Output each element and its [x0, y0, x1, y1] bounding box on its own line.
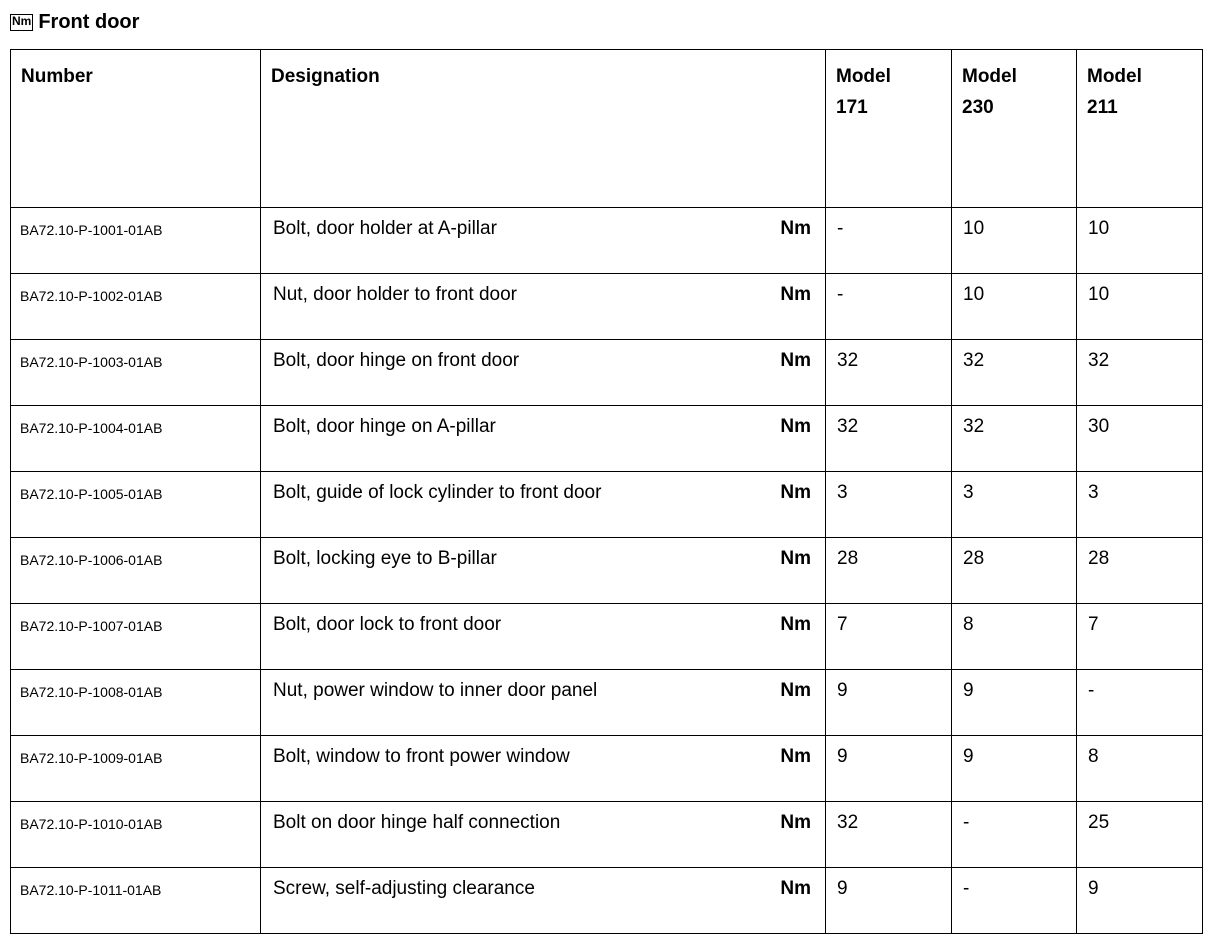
cell-model-230: -: [952, 868, 1077, 934]
cell-model-171: 32: [826, 406, 952, 472]
cell-designation: [261, 802, 826, 868]
cell-model-230: 8: [952, 604, 1077, 670]
cell-model-211: 3: [1077, 472, 1203, 538]
designation-text: Bolt, door hinge on front door: [273, 350, 520, 371]
cell-model-211: 7: [1077, 604, 1203, 670]
designation-text: Bolt, door holder at A-pillar: [273, 218, 497, 239]
cell-model-230: 28: [952, 538, 1077, 604]
designation-text: Nut, door holder to front door: [273, 284, 517, 305]
column-header-model-230: Model 230: [952, 50, 1077, 208]
column-header-number: Number: [11, 50, 261, 208]
table-row: [11, 604, 1203, 670]
cell-number: BA72.10-P-1007-01AB: [11, 604, 261, 670]
cell-designation: [261, 670, 826, 736]
table-row: [11, 670, 1203, 736]
table-row: [11, 868, 1203, 934]
cell-model-171: 28: [826, 538, 952, 604]
cell-number: BA72.10-P-1003-01AB: [11, 340, 261, 406]
designation-text: Bolt on door hinge half connection: [273, 812, 561, 833]
column-header-model-211: Model 211: [1077, 50, 1203, 208]
unit-label: Nm: [780, 350, 811, 371]
unit-label: Nm: [780, 746, 811, 767]
cell-number: BA72.10-P-1005-01AB: [11, 472, 261, 538]
cell-number: BA72.10-P-1001-01AB: [11, 208, 261, 274]
cell-designation: [261, 406, 826, 472]
cell-number: BA72.10-P-1008-01AB: [11, 670, 261, 736]
cell-model-230: 32: [952, 406, 1077, 472]
cell-model-211: 8: [1077, 736, 1203, 802]
table-row: [11, 802, 1203, 868]
unit-label: Nm: [780, 878, 811, 899]
cell-model-230: 10: [952, 274, 1077, 340]
cell-designation: [261, 538, 826, 604]
cell-number: BA72.10-P-1006-01AB: [11, 538, 261, 604]
cell-model-211: 9: [1077, 868, 1203, 934]
cell-number: BA72.10-P-1002-01AB: [11, 274, 261, 340]
table-row: [11, 340, 1203, 406]
designation-text: Bolt, locking eye to B-pillar: [273, 548, 497, 569]
table-row: [11, 538, 1203, 604]
unit-label: Nm: [780, 284, 811, 305]
unit-label: Nm: [780, 218, 811, 239]
cell-model-230: -: [952, 802, 1077, 868]
cell-model-171: 32: [826, 340, 952, 406]
table-header-row: [11, 50, 1203, 208]
torque-table: [10, 49, 1203, 934]
designation-text: Nut, power window to inner door panel: [273, 680, 598, 701]
cell-designation: [261, 604, 826, 670]
cell-model-230: 10: [952, 208, 1077, 274]
cell-number: BA72.10-P-1011-01AB: [11, 868, 261, 934]
cell-number: BA72.10-P-1009-01AB: [11, 736, 261, 802]
table-row: [11, 736, 1203, 802]
cell-model-211: -: [1077, 670, 1203, 736]
section-header: [10, 8, 139, 36]
cell-designation: [261, 208, 826, 274]
cell-model-171: 3: [826, 472, 952, 538]
cell-model-211: 32: [1077, 340, 1203, 406]
unit-label: Nm: [780, 548, 811, 569]
designation-text: Bolt, guide of lock cylinder to front door: [273, 482, 602, 503]
cell-designation: [261, 340, 826, 406]
cell-model-211: 10: [1077, 274, 1203, 340]
cell-model-211: 28: [1077, 538, 1203, 604]
cell-model-171: 9: [826, 736, 952, 802]
unit-label: Nm: [780, 482, 811, 503]
designation-text: Bolt, door lock to front door: [273, 614, 502, 635]
cell-designation: [261, 472, 826, 538]
designation-text: Bolt, door hinge on A-pillar: [273, 416, 496, 437]
cell-model-211: 10: [1077, 208, 1203, 274]
cell-designation: [261, 274, 826, 340]
designation-text: Screw, self-adjusting clearance: [273, 878, 535, 899]
cell-model-230: 32: [952, 340, 1077, 406]
cell-model-211: 25: [1077, 802, 1203, 868]
unit-label: Nm: [780, 812, 811, 833]
cell-model-171: 9: [826, 670, 952, 736]
cell-model-171: 32: [826, 802, 952, 868]
cell-designation: [261, 736, 826, 802]
cell-model-171: -: [826, 208, 952, 274]
column-header-designation: Designation: [261, 50, 826, 208]
table-row: [11, 406, 1203, 472]
table-row: [11, 472, 1203, 538]
section-title: Front door: [38, 10, 140, 33]
column-header-model-171: Model 171: [826, 50, 952, 208]
unit-label: Nm: [780, 614, 811, 635]
cell-number: BA72.10-P-1004-01AB: [11, 406, 261, 472]
cell-number: BA72.10-P-1010-01AB: [11, 802, 261, 868]
cell-model-230: 9: [952, 736, 1077, 802]
cell-model-230: 3: [952, 472, 1077, 538]
cell-model-171: 9: [826, 868, 952, 934]
cell-model-171: 7: [826, 604, 952, 670]
table-row: [11, 208, 1203, 274]
table-row: [11, 274, 1203, 340]
cell-designation: [261, 868, 826, 934]
nm-torque-icon: Nm: [10, 14, 33, 31]
cell-model-171: -: [826, 274, 952, 340]
unit-label: Nm: [780, 680, 811, 701]
cell-model-230: 9: [952, 670, 1077, 736]
designation-text: Bolt, window to front power window: [273, 746, 570, 767]
cell-model-211: 30: [1077, 406, 1203, 472]
unit-label: Nm: [780, 416, 811, 437]
